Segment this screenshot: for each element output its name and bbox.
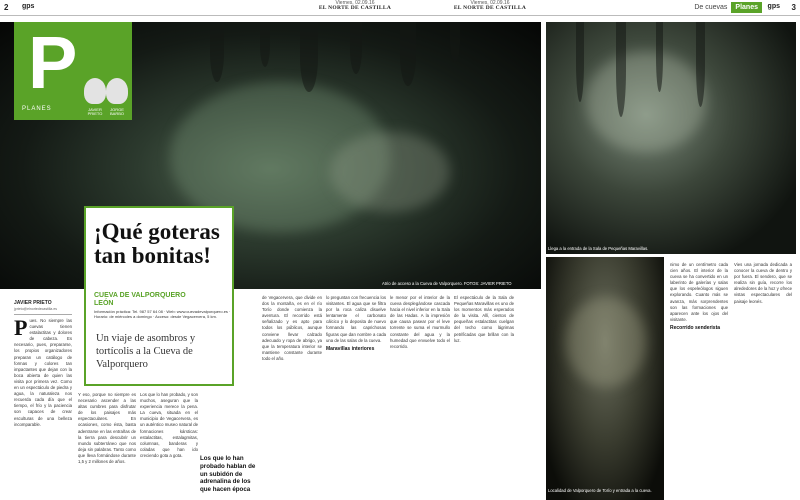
- date-left: Viernes, 02.09.16: [335, 0, 375, 6]
- stalactite: [450, 22, 460, 62]
- column-text: Los que lo han probado, y son muchos, aseguran que la experiencia merece la pena. La cueva, situada en el municipio de Vegacervera, es un auténtico museo natural de formaciones kársticas: estalactitas, estalagmitas, columnas, banderas y coladas que han ido creciendo gota a gota.: [140, 392, 198, 458]
- column-text: de Vegacervera, que divide en dos la montaña, es en el río Torío donde comienza la aventura. El recorrido está señalizado y es apto para todos los públicos, aunque conviene llevar calzado adecuado y ropa de abrigo, ya que la temperatura interior se mantiene constante durante todo el año.: [262, 295, 322, 361]
- logo-label: PLANES: [22, 106, 52, 112]
- cave-light-2: [330, 132, 450, 212]
- stalactite: [260, 22, 270, 67]
- date-right: Viernes, 02.09.16: [470, 0, 510, 6]
- subhead-maravillas: Maravillas interiores: [326, 345, 375, 352]
- paper-name-right: EL NORTE DE CASTILLA: [453, 5, 527, 12]
- author-name: JAVIER PRIETO: [87, 107, 103, 117]
- author-name: JORGE BARBO: [109, 107, 124, 117]
- caption-bottom-right-photo: Localidad de Valporquero de Torío y entrada a la cueva.: [548, 488, 652, 493]
- stalactite: [656, 22, 663, 92]
- column-text: El espectáculo de la Sala de Pequeñas Maravillas es uno de los momentos más esperados de la visita. Allí, cientos de pequeñas estalactitas cuelgan del techo como lágrimas petrificadas que brillan con la luz.: [454, 295, 514, 343]
- author-photo: [106, 78, 128, 104]
- author-photo: [84, 78, 106, 104]
- cave-entrance-photo: [546, 257, 664, 500]
- column-text: le menor por el interior de la cueva desplegándose cascada hacia el nivel inferior en la Sala de las Hadas. A la impresión que causa pasear por el leve torrente se suma el murmullo constante del agua y la humedad que envuelve todo el recorrido.: [390, 295, 450, 349]
- tab-de-cuevas[interactable]: De cuevas: [694, 4, 728, 11]
- column-text: Y eso, porque no siempre es necesario ascender a las altas cumbres para disfrutar de los paisajes más espectaculares. En ocasiones, como ésta, basta adentrarse en las entrañas de la tierra para descubrir un mundo subterráneo que nos deja sin palabras. Tanto como que lleva formándose durante 1,5 y 2 millones de años.: [78, 392, 136, 465]
- logo-letter: P: [28, 21, 78, 104]
- text-column-7: [454, 295, 514, 498]
- text-column-9: [734, 262, 792, 498]
- stalactite: [696, 22, 705, 107]
- section-label-left: gps: [22, 3, 35, 10]
- byline-rule: [14, 314, 72, 315]
- tab-planes[interactable]: Planes: [731, 2, 762, 13]
- entrance-light: [566, 297, 646, 387]
- caption-top-right-photo: Llega a la entrada de la Sala de Pequeñas Maravillas.: [548, 246, 649, 251]
- text-column-6: [390, 295, 450, 498]
- place-name: LEÓN: [94, 300, 114, 308]
- headline: ¡Qué goteras tan bonitas!: [94, 219, 220, 269]
- cave-name: CUEVA DE VALPORQUERO: [94, 292, 186, 299]
- stalactite-hall-photo: [546, 22, 796, 254]
- stalactite: [350, 22, 362, 74]
- stalactite: [300, 22, 318, 92]
- stalactite: [400, 22, 416, 86]
- planes-logo: [14, 22, 132, 120]
- column-text: nimo de un centímetro cada cien años. El interior de la cueva se ha convertido en un laberinto de galerías y salas que los espeleólogos siguen explorando. Cuanto más se avanza, más sorprendentes son las formaciones que aparecen ante los ojos del visitante.: [670, 262, 728, 322]
- stalactite: [576, 22, 584, 102]
- masthead-left: [300, 1, 410, 12]
- byline-email: jprieto@elnortedecastilla.es: [14, 307, 58, 311]
- page-number-right: 3: [791, 3, 796, 12]
- header-rule: [0, 15, 800, 16]
- text-column-3: [140, 392, 198, 498]
- paper-name-left: EL NORTE DE CASTILLA: [318, 5, 392, 12]
- section-tabs: [690, 2, 762, 13]
- subhead-recorrido: Recorrido senderista: [670, 324, 721, 331]
- headline-box: [84, 206, 234, 386]
- text-column-5: [326, 295, 386, 498]
- stalactite: [210, 22, 224, 82]
- hall-light: [586, 52, 706, 152]
- text-column-4: [262, 295, 322, 498]
- column-text: ues. No siempre las cuevas tienen estalactitas y dolores de cabeza. Es necesario, pues, prepararse, los propios organizadores preparan un catálogo de formas y colores tan impactantes que dejan con la boca abierta de quien las visita por primera vez. Como en un espectáculo de piedra y agua, la naturaleza nos recuerda cada día que el tiempo, el frío y la paciencia son capaces de crear esculturas de una belleza incomparable.: [14, 318, 72, 427]
- section-label-right: gps: [767, 3, 780, 10]
- byline: [14, 300, 72, 315]
- column-text: Vies una jornada dedicada a conocer la cueva de dentro y por fuera. El sendero, que se realiza sin guía, recorre los alrededores de la hoz y ofrece vistas espectaculares del paisaje leonés.: [734, 262, 792, 304]
- text-column-8: [670, 262, 728, 498]
- drop-cap: P: [14, 318, 28, 340]
- text-column-2: [78, 392, 136, 498]
- subtitle: Un viaje de asombros y tortícolis a la Cueva de Valporquero: [96, 333, 196, 371]
- page-number-left: 2: [4, 3, 9, 12]
- section-name: [94, 292, 186, 309]
- text-column-1: [14, 318, 72, 498]
- pull-quote: Los que lo han probado hablan de un subidón de adrenalina de los que hacen época: [200, 455, 256, 493]
- stalactite: [616, 22, 626, 117]
- caption-main-photo: Atrio de acceso a la Cueva de Valporquero. FOTOS: JAVIER PRIETO: [382, 281, 512, 286]
- practical-info: Información práctica: Tel. 987 57 64 08 · Web: www.cuevadevalporquero.es · Horario: de miércoles a domingo · Acceso: desde Vegacervera, 5 km.: [94, 309, 231, 320]
- page-header: [0, 0, 800, 16]
- byline-name: JAVIER PRIETO: [14, 300, 52, 306]
- column-text: lo preguntan con frecuencia los visitantes. El agua que se filtra por la roca caliza disuelve lentamente el carbonato cálcico y lo deposita de nuevo formando las caprichosas figuras que dan nombre a cada una de las salas de la cueva.: [326, 295, 386, 343]
- masthead-right: [430, 1, 550, 12]
